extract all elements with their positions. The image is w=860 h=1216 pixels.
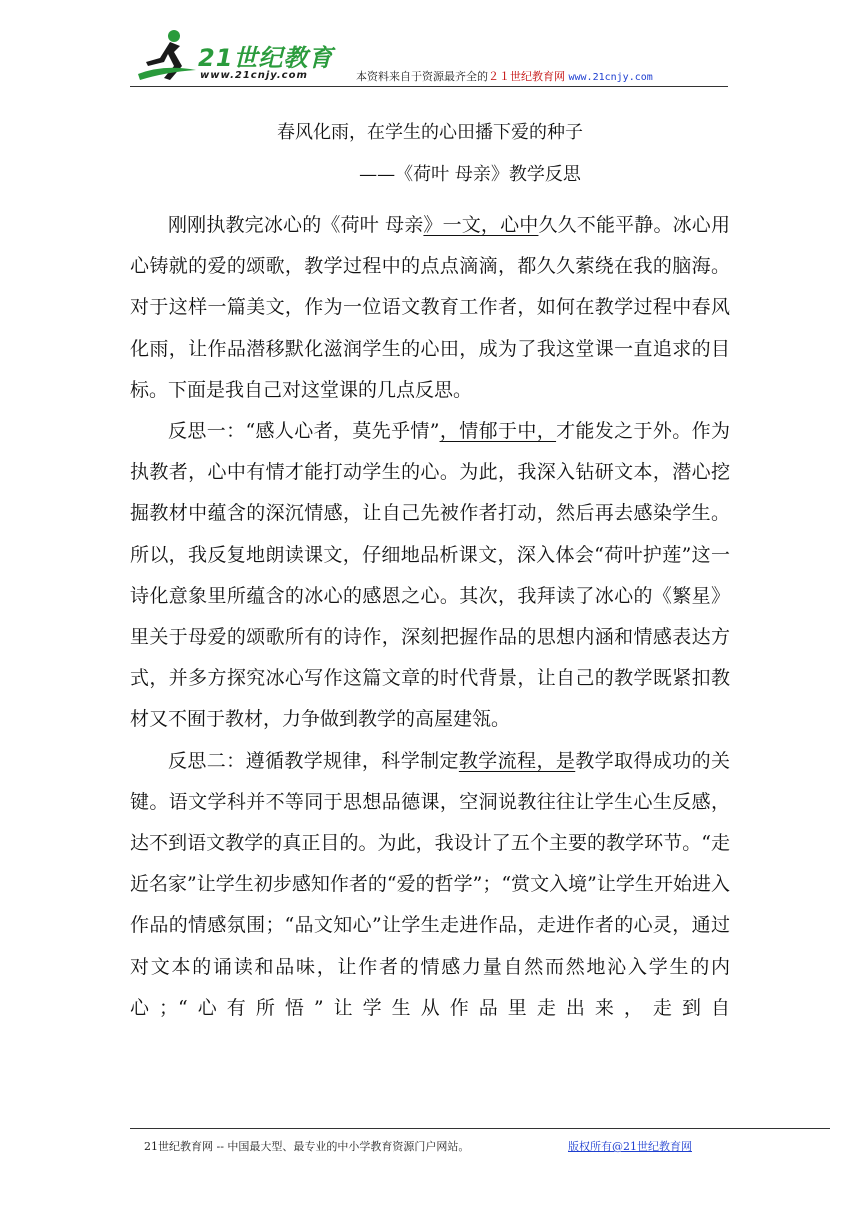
document-title: 春风化雨，在学生的心田播下爱的种子 [277, 122, 583, 143]
underlined-text: ，情郁于中， [439, 420, 557, 443]
document-body [130, 205, 730, 1029]
underlined-text: 教学流程，是 [458, 749, 576, 772]
header-site-link[interactable]: www.21cnjy.com [568, 72, 653, 83]
underlined-text: 》一文，心中 [423, 214, 539, 236]
paragraph-text: 才能发之于外。作为执教者，心中有情才能打动学生的心。为此，我深入钻研文本，潜心挖掘教材中蕴含的深沉情感，让自己先被作者打动，然后再去感染学生。所以，我反复地朗读课文，仔细地品析课文，深入体会“荷叶护莲”这一诗化意象里所蕴含的冰心的感恩之心。其次，我拜读了冰心的《繁星》里关于母爱的颂歌所有的诗作，深刻把握作品的思想内涵和情感表达方式，并多方探究冰心写作这篇文章的时代背景，让自己的教学既紧扣教材又不囿于教材，力争做到教学的高屋建瓴。 [130, 420, 730, 731]
paragraph-reflection-2 [130, 741, 730, 1029]
header-brand-link[interactable]: ２１世纪教育网 [488, 70, 565, 83]
footer-copyright-link[interactable]: 版权所有@21世纪教育网 [568, 1140, 692, 1153]
paragraph-text: 久久不能平静。冰心用心铸就的爱的颂歌，教学过程中的点点滴滴，都久久萦绕在我的脑海。对于这样一篇美文，作为一位语文教育工作者，如何在教学过程中春风化雨，让作品潜移默化滋润学生的心田，成为了我这堂课一直追求的目标。下面是我自己对这堂课的几点反思。 [130, 214, 730, 401]
runner-logo-icon [134, 28, 198, 82]
paragraph-text: 刚刚执教完冰心的《荷叶 母亲 [168, 214, 424, 236]
header-note-prefix: 本资料来自于资源最齐全的 [356, 70, 488, 83]
site-logo[interactable] [134, 28, 344, 82]
paragraph-text: 反思一：“感人心者，莫先乎情” [168, 420, 440, 443]
logo-text: 21世纪教育 [198, 44, 334, 72]
page-header [130, 24, 728, 87]
footer-text: 21世纪教育网 -- 中国最大型、最专业的中小学教育资源门户网站。 [144, 1140, 470, 1153]
paragraph-reflection-1 [130, 411, 730, 741]
paragraph-text: 教学取得成功的关键。语文学科并不等同于思想品德课，空洞说教往往让学生心生反感，达不到语文教学的真正目的。为此，我设计了五个主要的教学环节。“走近名家”让学生初步感知作者的“爱的哲学”；“赏文入境”让学生开始进入作品的情感氛围；“品文知心”让学生走进作品，走进作者的心灵，通过对文本的诵读和品味，让作者的情感力量自然而然地沁入学生的内心；“心有所悟”让学生从作品里走出来，走到自 [130, 749, 730, 1019]
header-note [356, 68, 653, 84]
paragraph-intro [130, 205, 730, 411]
footer-divider [130, 1128, 830, 1129]
paragraph-text: 反思二：遵循教学规律，科学制定 [168, 749, 459, 772]
logo-url: www.21cnjy.com [200, 70, 308, 81]
document-subtitle: ——《荷叶 母亲》教学反思 [359, 164, 581, 185]
